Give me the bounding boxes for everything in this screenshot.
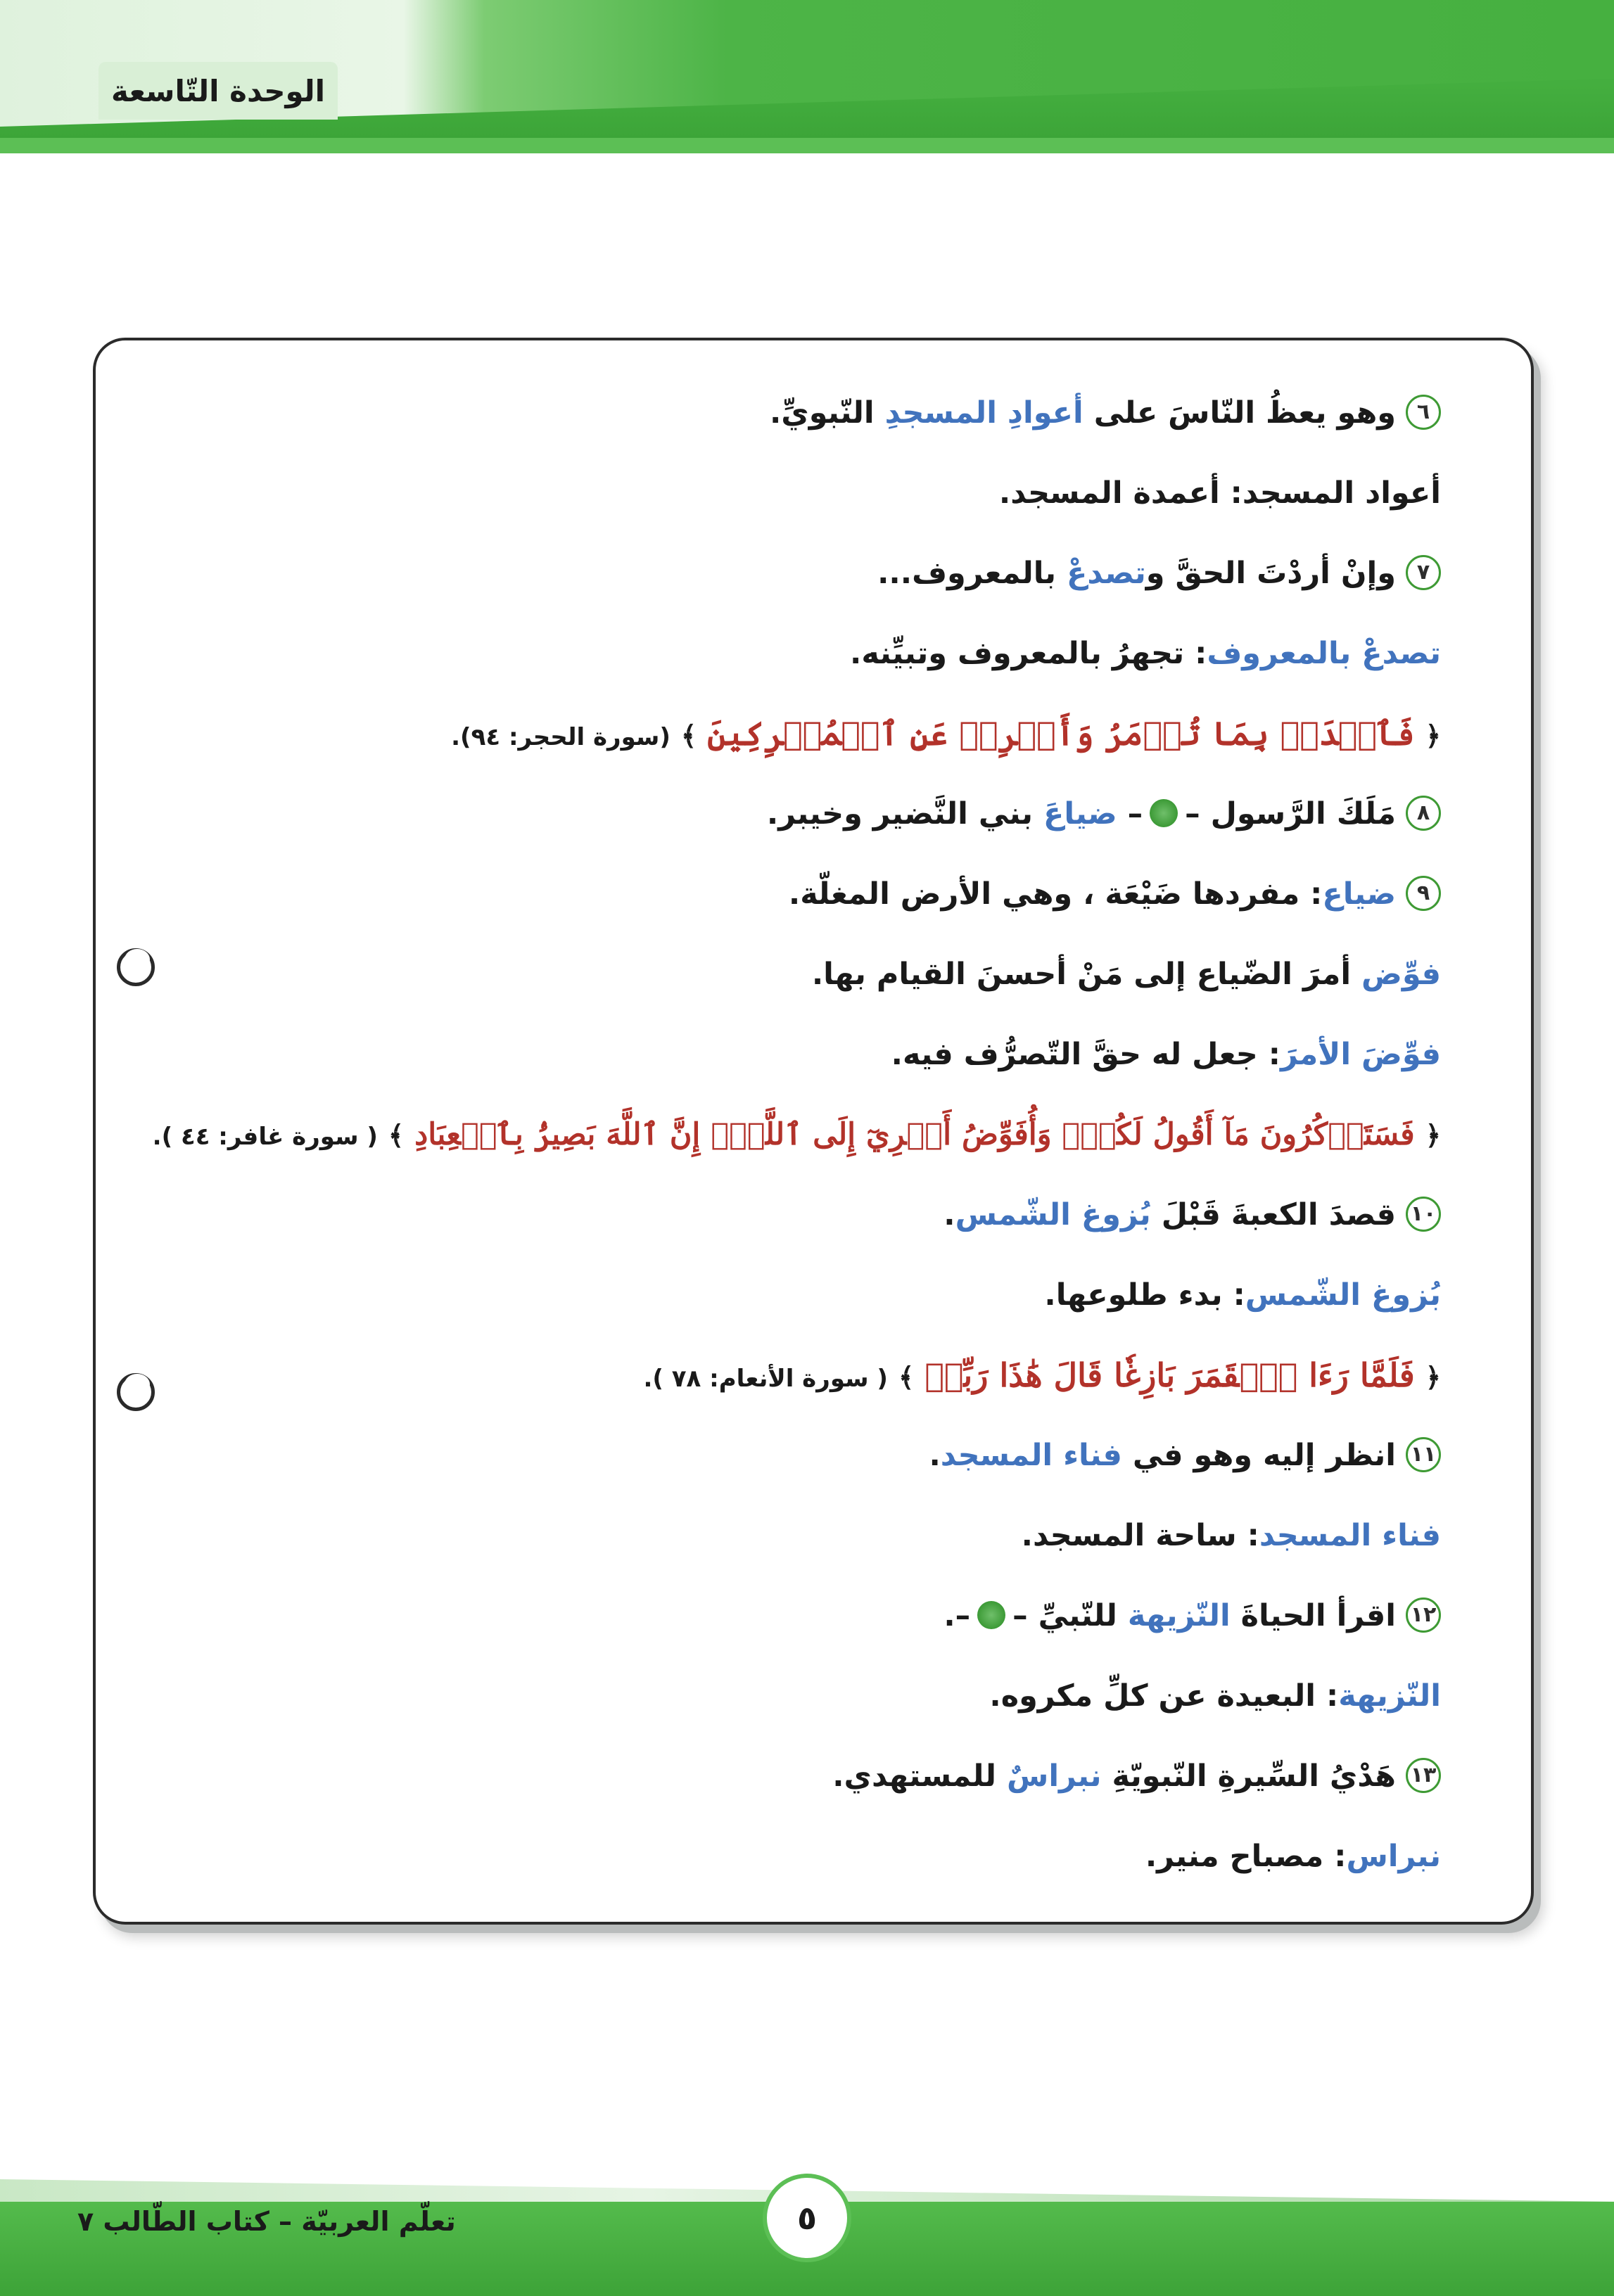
text: مَلَكَ الرَّسول – — [1185, 796, 1396, 831]
sentence-9 — [104, 854, 1441, 934]
sentence-10 — [104, 1175, 1441, 1255]
keyword: أعوادِ المسجدِ — [884, 395, 1084, 431]
text: . — [943, 1197, 955, 1232]
quran-verse-1 — [104, 694, 1441, 774]
item-number-10: ١٠ — [1406, 1197, 1441, 1232]
keyword: النّزيهة — [1338, 1678, 1441, 1714]
bracket-close: ﴾ — [898, 1362, 915, 1393]
item-number-13: ١٣ — [1406, 1758, 1441, 1793]
keyword: فوِّضَ الأمرَ — [1280, 1037, 1441, 1072]
item-number-11: ١١ — [1406, 1437, 1441, 1472]
quran-verse-2 — [104, 1095, 1441, 1175]
keyword: فناء المسجد — [940, 1438, 1122, 1473]
definition-text: : البعيدة عن كلِّ مكروه. — [989, 1678, 1339, 1714]
verse-text: فَلَمَّا رَءَا ٱلۡقَمَرَ بَازِغٗا قَالَ هَٰذَا رَبِّيۖ — [924, 1356, 1415, 1394]
text: انظر إليه وهو في — [1121, 1438, 1396, 1473]
verse-text: فَسَتَذۡكُرُونَ مَآ أَقُولُ لَكُمۡۚ وَأُفَوِّضُ أَمۡرِيٓ إِلَى ٱللَّهِۚ إِنَّ ٱللَّهَ بَصِيرُۢ بِٱلۡعِبَادِ — [414, 1117, 1415, 1152]
text: أمرَ الضّياع إلى مَنْ أحسنَ القيام بها. — [811, 957, 1362, 992]
bracket-close: ﴾ — [388, 1120, 405, 1151]
sentence-13 — [104, 1736, 1441, 1816]
quran-verse-3 — [104, 1335, 1441, 1415]
definition-12 — [104, 1656, 1441, 1736]
text: قصدَ الكعبةَ قَبْلَ — [1150, 1197, 1396, 1232]
definition-9 — [104, 1014, 1441, 1095]
keyword: فوِّض — [1361, 957, 1441, 992]
bracket-open: ﴿ — [1425, 720, 1441, 751]
text: – — [1127, 796, 1143, 831]
header-stripe — [0, 138, 1614, 153]
bracket-close: ﴾ — [680, 720, 697, 751]
page-number: ٥ — [763, 2174, 851, 2262]
verse-reference: (سورة الحجر: ٩٤). — [451, 723, 671, 751]
item-number-6: ٦ — [1406, 395, 1441, 430]
item-number-8: ٨ — [1406, 796, 1441, 831]
text: اقرأ الحياةَ — [1230, 1598, 1396, 1633]
verse-reference: ( سورة غافر: ٤٤ ). — [152, 1123, 378, 1151]
sentence-7 — [104, 533, 1441, 613]
peace-be-upon-him-seal-icon — [977, 1601, 1005, 1629]
keyword: ضياع — [1322, 876, 1396, 912]
text: –. — [943, 1598, 971, 1633]
verse-text: فَٱصۡدَعۡ بِمَا تُؤۡمَرُ وَأَعۡرِضۡ عَنِ ٱلۡمُشۡرِكِينَ — [707, 715, 1415, 753]
definition-text: : تجهرُ بالمعروف وتبيِّنه. — [850, 636, 1207, 671]
text: . — [929, 1438, 941, 1473]
text: وهو يعظُ النّاسَ على — [1083, 395, 1396, 431]
text: للمستهدي. — [832, 1759, 1007, 1794]
sentence-8 — [104, 774, 1441, 854]
book-title: تعلّم العربيّة – كتاب الطّالب ٧ — [77, 2206, 456, 2237]
item-number-7: ٧ — [1406, 555, 1441, 590]
peace-be-upon-him-seal-icon — [1150, 799, 1178, 827]
keyword: بُزوغ الشّمس — [955, 1197, 1151, 1232]
keyword: النّزيهة — [1127, 1598, 1231, 1633]
text: بني النَّضير وخيبر. — [766, 796, 1044, 831]
definition-text: : بدء طلوعها. — [1044, 1277, 1245, 1313]
text: : مفردها ضَيْعَة ، وهي الأرض المغلّة. — [788, 876, 1323, 912]
example-9 — [104, 934, 1441, 1014]
text: هَدْيُ السِّيرةِ النّبويّةِ — [1101, 1759, 1396, 1794]
text: النّبويِّ. — [769, 395, 885, 431]
keyword: نبراس — [1346, 1839, 1441, 1874]
text: وإنْ أردْتَ الحقَّ و — [1145, 556, 1396, 591]
definition-6 — [104, 453, 1441, 533]
item-number-12: ١٢ — [1406, 1597, 1441, 1633]
bracket-open: ﴿ — [1425, 1120, 1441, 1151]
definition-7 — [104, 613, 1441, 694]
vocabulary-list — [104, 373, 1441, 1896]
sentence-12 — [104, 1576, 1441, 1656]
sentence-6 — [104, 373, 1441, 453]
definition-text: : ساحة المسجد. — [1021, 1518, 1259, 1553]
keyword: ضياعَ — [1043, 796, 1128, 831]
bracket-open: ﴿ — [1425, 1362, 1441, 1393]
keyword: فناء المسجد — [1259, 1518, 1441, 1553]
sentence-11 — [104, 1415, 1441, 1495]
unit-title: الوحدة التّاسعة — [111, 73, 326, 108]
definition-10 — [104, 1255, 1441, 1335]
definition-text: : مصباح منير. — [1145, 1839, 1347, 1874]
keyword: نبراسٌ — [1006, 1759, 1102, 1794]
verse-reference: ( سورة الأنعام: ٧٨ ). — [643, 1365, 888, 1393]
text: للنّبيِّ – — [1012, 1598, 1128, 1633]
text: بالمعروف... — [877, 556, 1067, 591]
definition-13 — [104, 1816, 1441, 1896]
keyword: تصدعْ — [1067, 556, 1146, 591]
keyword: تصدعْ بالمعروف — [1207, 636, 1441, 671]
item-number-9: ٩ — [1406, 876, 1441, 911]
unit-tab — [99, 62, 338, 120]
definition-text: أعواد المسجد: أعمدة المسجد. — [998, 476, 1441, 511]
keyword: بُزوغ الشّمس — [1245, 1277, 1441, 1313]
definition-11 — [104, 1495, 1441, 1576]
definition-text: : جعل له حقَّ التّصرُّف فيه. — [891, 1037, 1281, 1072]
